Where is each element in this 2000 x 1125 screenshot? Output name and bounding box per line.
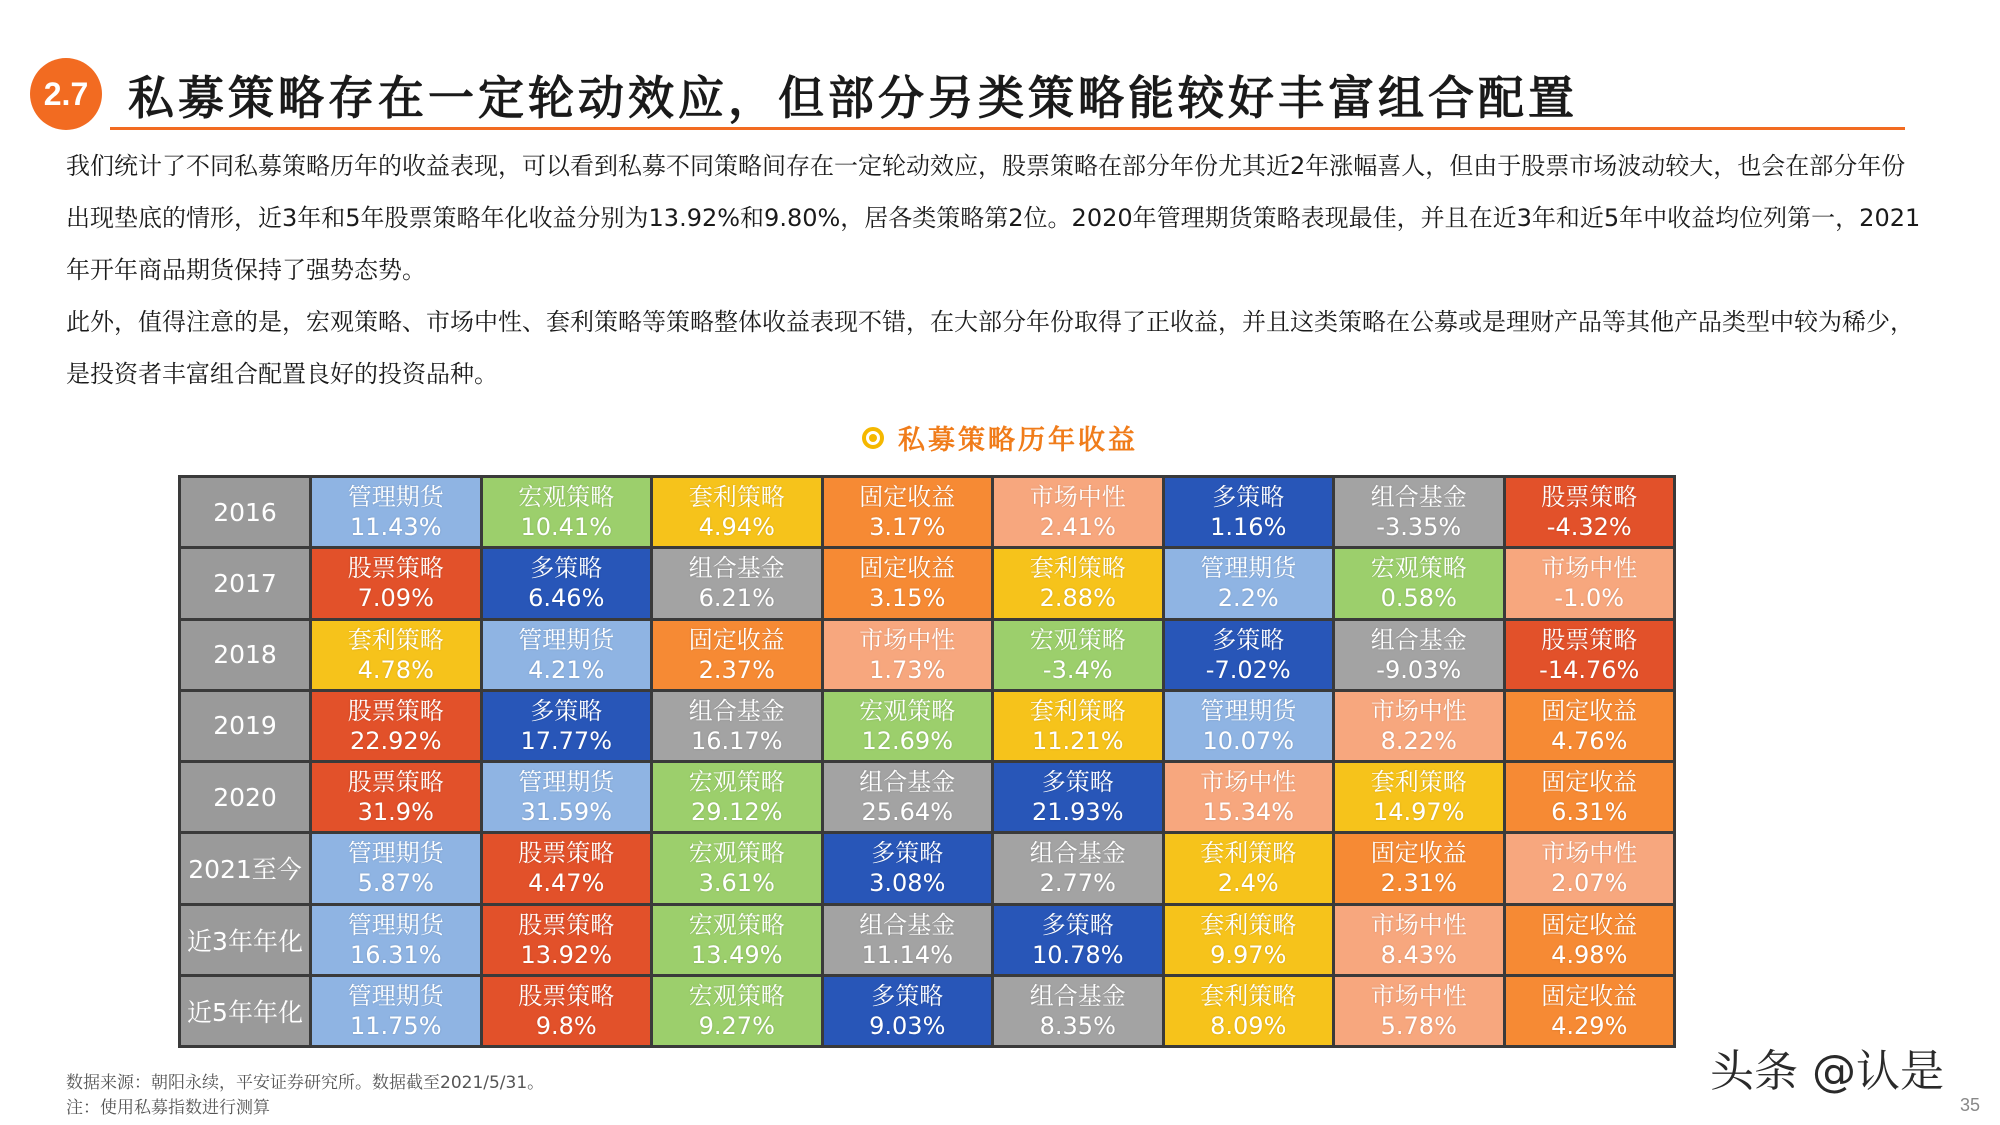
strategy-name: 固定收益 bbox=[1541, 696, 1638, 725]
strategy-name: 固定收益 bbox=[859, 554, 956, 583]
strategy-return: 9.27% bbox=[698, 1011, 775, 1040]
strategy-cell bbox=[1506, 621, 1674, 689]
strategy-name: 组合基金 bbox=[688, 696, 785, 725]
strategy-name: 套利策略 bbox=[1200, 839, 1297, 868]
row-header: 2017 bbox=[181, 549, 309, 617]
strategy-name: 宏观策略 bbox=[688, 910, 785, 939]
strategy-name: 固定收益 bbox=[1541, 768, 1638, 797]
strategy-returns-table bbox=[178, 475, 1676, 1048]
strategy-return: 9.03% bbox=[869, 1011, 946, 1040]
strategy-name: 股票策略 bbox=[347, 554, 444, 583]
body-paragraph-2: 此外，值得注意的是，宏观策略、市场中性、套利策略等策略整体收益表现不错，在大部分年份取得了正收益，并且这类策略在公募或是理财产品等其他产品类型中较为稀少，是投资者丰富组合配置良好的投资品种。 bbox=[66, 308, 1914, 388]
chart-title-text: 私募策略历年收益 bbox=[898, 425, 1138, 456]
strategy-name: 套利策略 bbox=[1200, 910, 1297, 939]
strategy-return: 4.29% bbox=[1551, 1011, 1628, 1040]
strategy-name: 股票策略 bbox=[1541, 483, 1638, 512]
strategy-name: 股票策略 bbox=[1541, 625, 1638, 654]
strategy-cell bbox=[312, 977, 480, 1045]
strategy-return: 10.07% bbox=[1202, 726, 1294, 755]
strategy-return: 16.31% bbox=[349, 940, 442, 969]
strategy-cell bbox=[653, 621, 821, 689]
strategy-return: 3.08% bbox=[869, 869, 946, 898]
strategy-return: 11.14% bbox=[861, 940, 953, 969]
strategy-cell bbox=[653, 692, 821, 760]
strategy-return: 4.47% bbox=[528, 869, 605, 898]
strategy-return: 8.43% bbox=[1380, 940, 1457, 969]
strategy-cell bbox=[1165, 478, 1333, 546]
strategy-cell bbox=[824, 478, 992, 546]
strategy-cell bbox=[1335, 834, 1503, 902]
strategy-cell bbox=[1335, 621, 1503, 689]
strategy-name: 市场中性 bbox=[1541, 554, 1638, 583]
strategy-name: 股票策略 bbox=[347, 768, 444, 797]
strategy-name: 宏观策略 bbox=[1029, 625, 1126, 654]
strategy-name: 宏观策略 bbox=[688, 981, 785, 1010]
strategy-cell bbox=[653, 478, 821, 546]
page-title: 私募策略存在一定轮动效应，但部分另类策略能较好丰富组合配置 bbox=[128, 71, 1578, 125]
strategy-cell bbox=[1506, 692, 1674, 760]
strategy-return: 8.35% bbox=[1039, 1011, 1116, 1040]
strategy-cell bbox=[1506, 906, 1674, 974]
strategy-cell bbox=[1165, 906, 1333, 974]
strategy-name: 固定收益 bbox=[859, 483, 956, 512]
strategy-cell bbox=[653, 906, 821, 974]
page-number: 35 bbox=[1960, 1095, 1981, 1115]
strategy-name: 管理期货 bbox=[347, 483, 444, 512]
strategy-name: 管理期货 bbox=[347, 910, 444, 939]
strategy-name: 管理期货 bbox=[1200, 696, 1297, 725]
strategy-cell bbox=[1335, 692, 1503, 760]
strategy-return: 3.61% bbox=[698, 869, 775, 898]
strategy-name: 宏观策略 bbox=[518, 483, 615, 512]
strategy-cell bbox=[1165, 834, 1333, 902]
strategy-return: 9.97% bbox=[1210, 940, 1287, 969]
strategy-cell bbox=[483, 478, 651, 546]
strategy-cell bbox=[994, 977, 1162, 1045]
strategy-return: 15.34% bbox=[1202, 798, 1294, 827]
strategy-return: -7.02% bbox=[1205, 655, 1291, 684]
strategy-name: 组合基金 bbox=[688, 554, 785, 583]
strategy-cell bbox=[994, 549, 1162, 617]
strategy-return: -4.32% bbox=[1546, 513, 1632, 542]
strategy-return: 1.73% bbox=[869, 655, 946, 684]
strategy-return: 9.8% bbox=[535, 1011, 597, 1040]
watermark: 头条 @认是 bbox=[1710, 1046, 1944, 1097]
strategy-cell bbox=[1506, 834, 1674, 902]
strategy-return: 4.94% bbox=[698, 513, 775, 542]
strategy-name: 管理期货 bbox=[347, 981, 444, 1010]
strategy-cell bbox=[312, 478, 480, 546]
row-header: 2021至今 bbox=[181, 834, 309, 902]
strategy-cell bbox=[1165, 549, 1333, 617]
strategy-cell bbox=[1165, 977, 1333, 1045]
strategy-cell bbox=[824, 763, 992, 831]
strategy-cell bbox=[653, 549, 821, 617]
strategy-cell bbox=[483, 977, 651, 1045]
strategy-return: 17.77% bbox=[520, 726, 612, 755]
row-header: 2016 bbox=[181, 478, 309, 546]
strategy-name: 股票策略 bbox=[518, 981, 615, 1010]
strategy-return: 2.37% bbox=[698, 655, 775, 684]
strategy-name: 套利策略 bbox=[347, 625, 444, 654]
strategy-cell bbox=[824, 621, 992, 689]
strategy-return: 4.21% bbox=[528, 655, 605, 684]
strategy-name: 管理期货 bbox=[1200, 554, 1297, 583]
strategy-name: 宏观策略 bbox=[688, 768, 785, 797]
strategy-return: 2.41% bbox=[1039, 513, 1116, 542]
strategy-return: 2.88% bbox=[1039, 584, 1116, 613]
strategy-name: 股票策略 bbox=[347, 696, 444, 725]
strategy-name: 市场中性 bbox=[1200, 768, 1297, 797]
strategy-return: 2.07% bbox=[1551, 869, 1628, 898]
strategy-name: 市场中性 bbox=[1370, 696, 1467, 725]
strategy-return: 14.97% bbox=[1372, 798, 1465, 827]
footnote: 注：使用私募指数进行测算 bbox=[66, 1098, 270, 1118]
strategy-cell bbox=[1335, 906, 1503, 974]
strategy-cell bbox=[994, 478, 1162, 546]
strategy-name: 组合基金 bbox=[1370, 483, 1467, 512]
strategy-name: 管理期货 bbox=[518, 625, 615, 654]
strategy-name: 管理期货 bbox=[518, 768, 615, 797]
strategy-name: 套利策略 bbox=[1200, 981, 1297, 1010]
strategy-return: 4.98% bbox=[1551, 940, 1628, 969]
strategy-cell bbox=[653, 763, 821, 831]
strategy-cell bbox=[483, 763, 651, 831]
strategy-return: 25.64% bbox=[861, 798, 953, 827]
strategy-name: 固定收益 bbox=[1370, 839, 1467, 868]
strategy-cell bbox=[312, 549, 480, 617]
strategy-return: -1.0% bbox=[1554, 584, 1625, 613]
strategy-cell bbox=[312, 834, 480, 902]
strategy-name: 宏观策略 bbox=[688, 839, 785, 868]
strategy-return: 2.77% bbox=[1039, 869, 1116, 898]
strategy-return: 12.69% bbox=[861, 726, 953, 755]
strategy-cell bbox=[1506, 763, 1674, 831]
strategy-cell bbox=[994, 692, 1162, 760]
strategy-name: 套利策略 bbox=[688, 483, 785, 512]
strategy-name: 多策略 bbox=[530, 696, 603, 725]
strategy-return: 5.87% bbox=[357, 869, 434, 898]
strategy-name: 市场中性 bbox=[859, 625, 956, 654]
strategy-name: 宏观策略 bbox=[1370, 554, 1467, 583]
strategy-return: 7.09% bbox=[357, 584, 434, 613]
target-icon bbox=[862, 427, 884, 449]
strategy-name: 多策略 bbox=[530, 554, 603, 583]
strategy-cell bbox=[653, 834, 821, 902]
body-paragraph-1: 我们统计了不同私募策略历年的收益表现，可以看到私募不同策略间存在一定轮动效应，股票策略在部分年份尤其近2年涨幅喜人，但由于股票市场波动较大，也会在部分年份出现垫底的情形，近3年和5年股票策略年化收益分别为13.92%和9.80%，居各类策略第2位。2020年管理期货策略表现最佳，并且在近3年和近5年中收益均位列第一，2021年开年商品期货保持了强势态势。 bbox=[66, 152, 1921, 284]
strategy-name: 组合基金 bbox=[1029, 981, 1126, 1010]
strategy-name: 市场中性 bbox=[1370, 910, 1467, 939]
strategy-return: 1.16% bbox=[1210, 513, 1287, 542]
strategy-name: 组合基金 bbox=[1029, 839, 1126, 868]
strategy-cell bbox=[1335, 763, 1503, 831]
strategy-cell bbox=[1506, 977, 1674, 1045]
strategy-cell bbox=[312, 621, 480, 689]
strategy-return: 10.78% bbox=[1031, 940, 1124, 969]
strategy-return: 31.9% bbox=[357, 798, 434, 827]
strategy-return: 2.2% bbox=[1217, 584, 1279, 613]
strategy-name: 组合基金 bbox=[859, 768, 956, 797]
strategy-cell bbox=[1165, 621, 1333, 689]
strategy-return: 11.43% bbox=[349, 513, 442, 542]
strategy-name: 市场中性 bbox=[1370, 981, 1467, 1010]
strategy-return: 11.75% bbox=[349, 1011, 442, 1040]
strategy-return: 6.31% bbox=[1551, 798, 1628, 827]
strategy-cell bbox=[824, 906, 992, 974]
strategy-cell bbox=[1506, 478, 1674, 546]
strategy-name: 固定收益 bbox=[688, 625, 785, 654]
strategy-name: 市场中性 bbox=[1029, 483, 1126, 512]
strategy-cell bbox=[312, 906, 480, 974]
strategy-cell bbox=[1335, 478, 1503, 546]
strategy-name: 宏观策略 bbox=[859, 696, 956, 725]
strategy-return: 11.21% bbox=[1031, 726, 1124, 755]
row-header: 2018 bbox=[181, 621, 309, 689]
strategy-name: 多策略 bbox=[871, 981, 944, 1010]
chart-title bbox=[0, 418, 2000, 457]
strategy-return: -3.35% bbox=[1376, 513, 1462, 542]
strategy-return: 5.78% bbox=[1380, 1011, 1457, 1040]
strategy-return: 16.17% bbox=[690, 726, 783, 755]
strategy-return: -14.76% bbox=[1539, 655, 1640, 684]
strategy-cell bbox=[653, 977, 821, 1045]
strategy-return: 29.12% bbox=[690, 798, 783, 827]
strategy-cell bbox=[824, 549, 992, 617]
strategy-return: 8.22% bbox=[1380, 726, 1457, 755]
strategy-return: 4.76% bbox=[1551, 726, 1628, 755]
strategy-return: 13.92% bbox=[520, 940, 612, 969]
strategy-name: 多策略 bbox=[871, 839, 944, 868]
strategy-name: 多策略 bbox=[1212, 483, 1285, 512]
strategy-cell bbox=[1506, 549, 1674, 617]
strategy-cell bbox=[312, 692, 480, 760]
strategy-cell bbox=[1335, 549, 1503, 617]
strategy-cell bbox=[1335, 977, 1503, 1045]
strategy-cell bbox=[994, 763, 1162, 831]
strategy-return: 3.15% bbox=[869, 584, 946, 613]
strategy-return: -3.4% bbox=[1042, 655, 1113, 684]
strategy-cell bbox=[824, 977, 992, 1045]
strategy-cell bbox=[1165, 763, 1333, 831]
strategy-name: 多策略 bbox=[1212, 625, 1285, 654]
strategy-name: 股票策略 bbox=[518, 839, 615, 868]
strategy-return: -9.03% bbox=[1376, 655, 1462, 684]
row-header: 近5年年化 bbox=[181, 977, 309, 1045]
strategy-cell bbox=[994, 906, 1162, 974]
row-header: 2020 bbox=[181, 763, 309, 831]
strategy-cell bbox=[994, 621, 1162, 689]
section-badge: 2.7 bbox=[30, 58, 102, 130]
strategy-cell bbox=[483, 549, 651, 617]
data-source: 数据来源：朝阳永续，平安证券研究所。数据截至2021/5/31。 bbox=[66, 1073, 545, 1093]
strategy-name: 组合基金 bbox=[1370, 625, 1467, 654]
strategy-return: 13.49% bbox=[690, 940, 783, 969]
strategy-return: 10.41% bbox=[520, 513, 612, 542]
strategy-return: 0.58% bbox=[1380, 584, 1457, 613]
strategy-return: 6.21% bbox=[698, 584, 775, 613]
row-header: 近3年年化 bbox=[181, 906, 309, 974]
strategy-return: 31.59% bbox=[520, 798, 612, 827]
strategy-name: 套利策略 bbox=[1029, 696, 1126, 725]
strategy-name: 管理期货 bbox=[347, 839, 444, 868]
strategy-cell bbox=[1165, 692, 1333, 760]
row-header: 2019 bbox=[181, 692, 309, 760]
strategy-cell bbox=[483, 834, 651, 902]
strategy-cell bbox=[483, 692, 651, 760]
strategy-name: 市场中性 bbox=[1541, 839, 1638, 868]
strategy-return: 2.4% bbox=[1217, 869, 1279, 898]
strategy-name: 套利策略 bbox=[1029, 554, 1126, 583]
strategy-cell bbox=[994, 834, 1162, 902]
strategy-return: 3.17% bbox=[869, 513, 946, 542]
strategy-name: 多策略 bbox=[1041, 910, 1114, 939]
strategy-name: 固定收益 bbox=[1541, 981, 1638, 1010]
strategy-name: 股票策略 bbox=[518, 910, 615, 939]
strategy-return: 22.92% bbox=[349, 726, 442, 755]
strategy-cell bbox=[483, 906, 651, 974]
strategy-cell bbox=[824, 692, 992, 760]
strategy-return: 21.93% bbox=[1031, 798, 1124, 827]
strategy-return: 4.78% bbox=[357, 655, 434, 684]
strategy-return: 8.09% bbox=[1210, 1011, 1287, 1040]
strategy-name: 套利策略 bbox=[1370, 768, 1467, 797]
strategy-return: 2.31% bbox=[1380, 869, 1457, 898]
strategy-cell bbox=[483, 621, 651, 689]
strategy-name: 多策略 bbox=[1041, 768, 1114, 797]
title-underline bbox=[110, 127, 1905, 130]
strategy-cell bbox=[824, 834, 992, 902]
strategy-name: 固定收益 bbox=[1541, 910, 1638, 939]
strategy-name: 组合基金 bbox=[859, 910, 956, 939]
strategy-return: 6.46% bbox=[528, 584, 605, 613]
strategy-cell bbox=[312, 763, 480, 831]
